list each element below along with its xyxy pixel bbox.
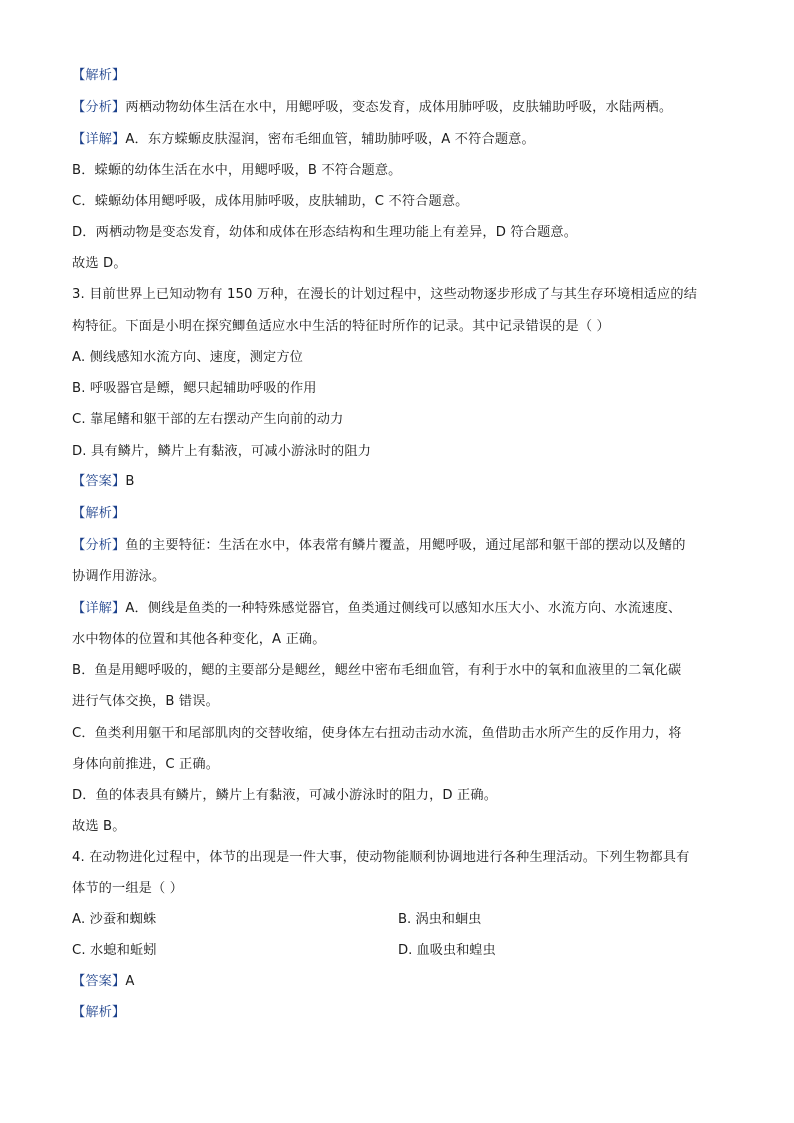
text-line (72, 223, 577, 243)
section-tag: 【分析】 (72, 100, 126, 115)
line-text: A. 侧线感知水流方向、速度，测定方位 (72, 350, 304, 365)
question-4-option-a: A. 沙蚕和蜘蛛 (72, 912, 157, 927)
text-line (72, 1003, 125, 1023)
line-text: A．东方蝾螈皮肤湿润，密布毛细血管，辅助肺呼吸，A 不符合题意。 (125, 132, 535, 147)
section-tag: 【解析】 (72, 1005, 126, 1020)
section-tag: 【解析】 (72, 68, 126, 83)
question-3-stem (72, 285, 697, 305)
text-line (72, 724, 682, 744)
text-line (72, 661, 681, 681)
text-line (72, 755, 219, 775)
line-text: A．侧线是鱼类的一种特殊感觉器官，鱼类通过侧线可以感知水压大小、水流方向、水流速度、 (125, 601, 682, 616)
line-text: C．鱼类利用躯干和尾部肌肉的交替收缩，使身体左右扭动击动水流，鱼借助击水所产生的反作用力，将 (72, 726, 682, 741)
line-text: B．蝾螈的幼体生活在水中，用鳃呼吸，B 不符合题意。 (72, 163, 402, 178)
line-text: 构特征。下面是小明在探究鲫鱼适应水中生活的特征时所作的记录。其中记录错误的是（ ） (72, 319, 610, 334)
text-line (72, 192, 469, 212)
line-text: 进行气体交换，B 错误。 (72, 694, 219, 709)
line-text: D. 具有鳞片，鳞片上有黏液，可减小游泳时的阻力 (72, 444, 372, 459)
section-tag: 【分析】 (72, 538, 126, 553)
text-line (72, 567, 165, 587)
question-3-option-c (72, 410, 343, 430)
line-text: C. 靠尾鳍和躯干部的左右摆动产生向前的动力 (72, 412, 344, 427)
line-text: 两栖动物幼体生活在水中，用鳃呼吸，变态发育，成体用肺呼吸，皮肤辅助呼吸，水陆两栖。 (125, 100, 673, 115)
text-line (72, 254, 127, 274)
line-text: C．蝾螈幼体用鳃呼吸，成体用肺呼吸，皮肤辅助，C 不符合题意。 (72, 194, 469, 209)
line-text: 水中物体的位置和其他各种变化，A 正确。 (72, 632, 326, 647)
line-text: 故选 D。 (72, 256, 127, 271)
text-line (72, 504, 125, 524)
question-3-option-d (72, 442, 371, 462)
line-text: 鱼的主要特征：生活在水中，体表常有鳞片覆盖，用鳃呼吸，通过尾部和躯干部的摆动以及鳍的 (125, 538, 686, 553)
question-4-option-d: D. 血吸虫和蝗虫 (398, 943, 496, 958)
question-4-stem (72, 848, 689, 868)
line-text: D．鱼的体表具有鳞片，鳞片上有黏液，可减小游泳时的阻力，D 正确。 (72, 788, 498, 803)
answer-text: A (125, 974, 135, 989)
section-tag: 【解析】 (72, 506, 126, 521)
question-3-stem (72, 317, 610, 337)
line-text: D．两栖动物是变态发育，幼体和成体在形态结构和生理功能上有差异，D 符合题意。 (72, 225, 578, 240)
section-tag: 【详解】 (72, 132, 126, 147)
line-text: B．鱼是用鳃呼吸的，鳃的主要部分是鳃丝，鳃丝中密布毛细血管，有利于水中的氧和血液里的二氧化碳 (72, 663, 682, 678)
line-text: 3. 目前世界上已知动物有 150 万种，在漫长的计划过程中，这些动物逐步形成了与其生存环境相适应的结 (72, 287, 698, 302)
section-tag: 【详解】 (72, 601, 126, 616)
text-line (72, 536, 686, 556)
text-line (72, 630, 326, 650)
text-line (72, 692, 219, 712)
text-line (72, 472, 135, 492)
text-line (72, 130, 535, 150)
text-line (72, 972, 135, 992)
text-line (72, 786, 497, 806)
text-line (72, 599, 681, 619)
line-text: 体节的一组是（ ） (72, 881, 184, 896)
text-line (72, 161, 402, 181)
text-line (72, 98, 672, 118)
section-tag: 【答案】 (72, 974, 126, 989)
line-text: 4. 在动物进化过程中，体节的出现是一件大事，使动物能顺利协调地进行各种生理活动。下列生物都具有 (72, 850, 690, 865)
question-3-option-b (72, 379, 317, 399)
line-text: 协调作用游泳。 (72, 569, 166, 584)
section-tag: 【答案】 (72, 474, 126, 489)
text-line (72, 66, 125, 86)
question-4-option-c: C. 水螅和蚯蚓 (72, 943, 157, 958)
text-line (72, 817, 126, 837)
line-text: 故选 B。 (72, 819, 126, 834)
question-4-option-b: B. 涡虫和蛔虫 (398, 912, 482, 927)
question-3-option-a (72, 348, 303, 368)
line-text: B. 呼吸器官是鳔，鳃只起辅助呼吸的作用 (72, 381, 317, 396)
answer-text: B (125, 474, 135, 489)
line-text: 身体向前推进，C 正确。 (72, 757, 220, 772)
question-4-stem (72, 879, 183, 899)
